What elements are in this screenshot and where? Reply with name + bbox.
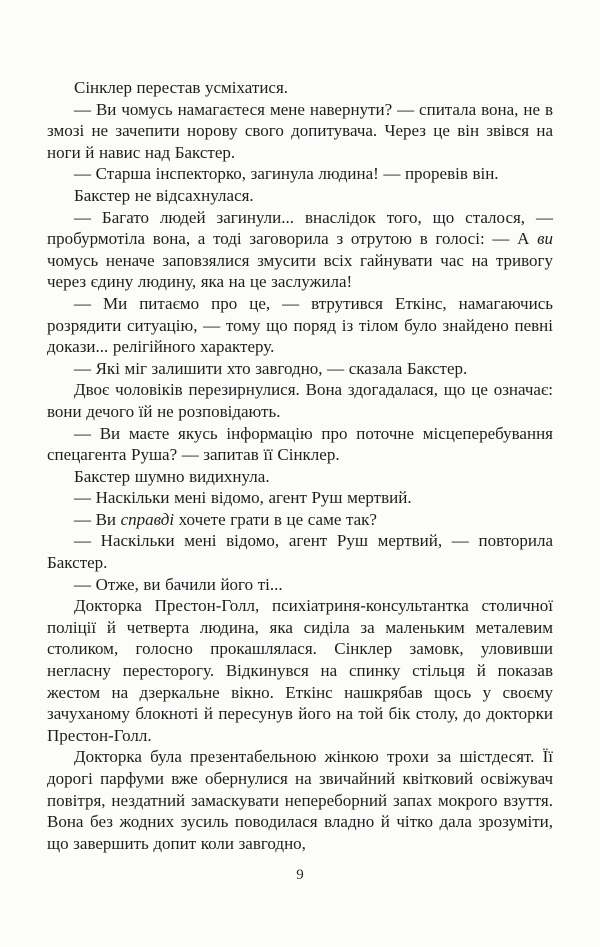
text-segment: Сінклер перестав усміхатися.: [74, 78, 289, 97]
text-segment: хочете грати в це саме так?: [174, 509, 377, 529]
paragraph: [47, 293, 553, 358]
text-segment: — Старша інспекторко, загинула людина! — проревів він.: [74, 164, 499, 184]
text-segment: Докторка Престон-Голл, психіатриня-консультантка столичної поліції й четверта людина, яка сиділа за маленьким металевим столиком, голосно прокашлялася. Сінклер замовк, уловивши негласну пересторогу. Відкинувся на спинку стільця й показав жестом на дзеркальне вікно. Еткінс нашкрябав щось у своєму зачуханому блокноті й пересунув його на той бік столу, до докторки Престон-Голл.: [47, 596, 553, 745]
text-segment: — Ви маєте якусь інформацію про поточне місцеперебування спецагента Руша? — запитав її Сінклер.: [47, 423, 553, 465]
paragraph: [47, 487, 553, 509]
paragraph: [47, 99, 553, 164]
paragraph: [47, 574, 553, 596]
paragraph: [47, 358, 553, 380]
paragraph: [47, 423, 553, 466]
text-segment-italic: ви: [537, 229, 553, 249]
paragraph: [47, 379, 553, 422]
text-segment: Докторка була презентабельною жінкою трохи за шістдесят. Її дорогі парфуми вже обернулися на звичайний квітковий освіжувач повітря, нездатний замаскувати непереборний запах мокрого взуття. Вона без жодних зусиль поводилася владно й чітко дала зрозуміти, що завершить допит коли завгодно,: [47, 747, 553, 853]
text-segment: — Ви чомусь намагаєтеся мене навернути? — спитала вона, не в змозі не зачепити норову свого допитувача. Через це він звівся на ноги й навис над Бакстер.: [47, 99, 553, 162]
text-segment: чомусь неначе заповзялися змусити всіх гайнувати час на тривогу через єдину людину, яка на це заслужила!: [47, 250, 553, 292]
text-segment-italic: справді: [120, 509, 175, 529]
page-text: [47, 77, 553, 854]
paragraph: [47, 595, 553, 746]
paragraph: [47, 466, 553, 488]
text-segment: — Отже, ви бачили його ті...: [74, 574, 283, 594]
paragraph: [47, 77, 553, 99]
page-number: 9: [296, 867, 304, 883]
text-segment: — Наскільки мені відомо, агент Руш мертвий.: [74, 488, 412, 508]
text-segment: — Які міг залишити хто завгодно, — сказала Бакстер.: [74, 358, 468, 378]
text-segment: — Наскільки мені відомо, агент Руш мертвий, — повторила Бакстер.: [47, 531, 553, 573]
paragraph: [47, 509, 553, 531]
text-segment: Бакстер не відсахнулася.: [74, 185, 254, 205]
text-segment: Двоє чоловіків перезирнулися. Вона здогадалася, що це означає: вони дечого їй не розповідають.: [47, 380, 553, 421]
text-segment: Бакстер шумно видихнула.: [74, 466, 270, 486]
paragraph: [47, 207, 553, 293]
paragraph: [47, 746, 553, 854]
paragraph: [47, 163, 553, 185]
paragraph: [47, 530, 553, 573]
text-segment: — Ми питаємо про це, — втрутився Еткінс, намагаючись розрядити ситуацію, — тому що поряд із тілом було знайдено певні докази... релігійного характеру.: [47, 293, 553, 357]
text-segment: — Багато людей загинули... внаслідок того, що сталося, — пробурмотіла вона, а тоді заговорила з отрутою в голосі: — А: [47, 207, 553, 249]
paragraph: [47, 185, 553, 207]
text-segment: — Ви: [74, 509, 121, 529]
